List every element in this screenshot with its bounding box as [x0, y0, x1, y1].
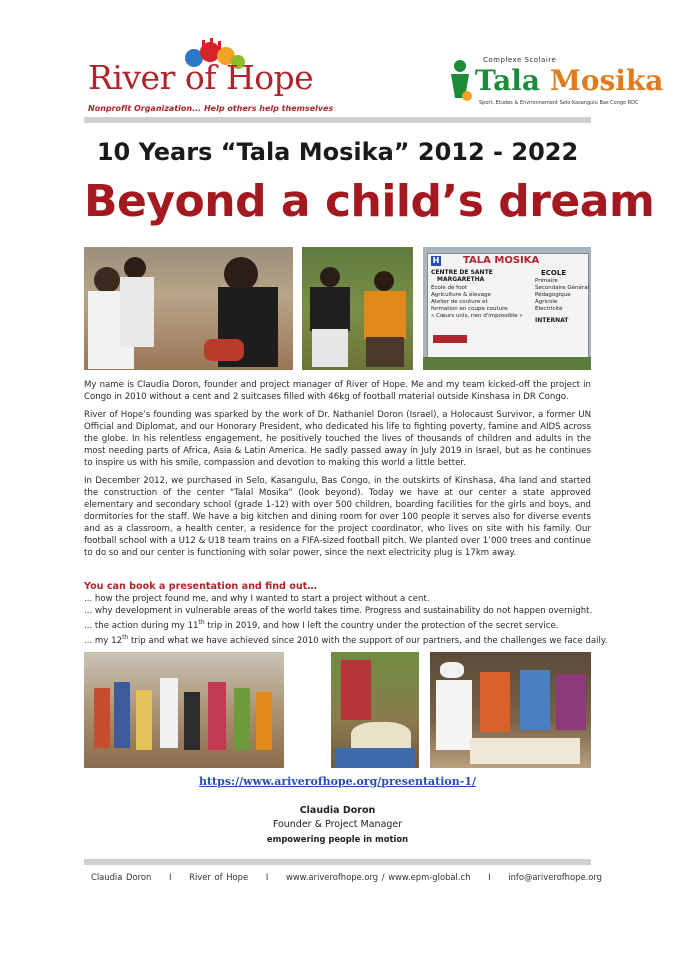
logo-name: Tala Mosika	[475, 64, 664, 97]
signature-tagline: empowering people in motion	[266, 834, 409, 844]
tala-mosika-logo	[445, 52, 664, 110]
logo-tagline: Nonprofit Organization... Help others help themselves	[88, 104, 334, 113]
signature-name: Claudia Doron	[299, 805, 376, 816]
sign-left-title: CENTRE DE SANTE	[431, 269, 493, 276]
footer-separator: I	[169, 872, 172, 882]
photo-children-handshake	[84, 247, 293, 370]
bottom-divider	[84, 859, 591, 865]
presentation-link[interactable]: https://www.ariverofhope.org/presentation-1/	[198, 775, 477, 788]
sign-left-title2: MARGARETHA	[437, 276, 485, 283]
paragraph-intro: My name is Claudia Doron, founder and project manager of River of Hope. Me and my team kicked-off the project in Congo in 2010 without a cent and 2 suitcases filled with 46kg of football material outside Kinshasa in DR Congo.	[84, 380, 591, 402]
photo-dancing-group	[84, 652, 284, 768]
footer	[84, 872, 602, 882]
photo-woman-and-man	[302, 247, 413, 370]
list-item: ... my 12th trip and what we have achieved since 2010 with the support of our partners, and the challenges we face daily.	[84, 633, 608, 646]
footer-separator: I	[265, 872, 269, 882]
logo-top-text: Complexe Scolaire	[483, 56, 557, 64]
list-item: ... how the project found me, and why I wanted to start a project without a cent.	[84, 594, 430, 604]
paragraph-center: In December 2012, we purchased in Selo, Kasangulu, Bas Congo, in the outskirts of Kinshasa, 4ha land and started the construction of the center "Talal Mosika" (look beyond). Today we have at our center a state approved elementary and secondary school (grade 1-12) with over 500 children, boarding facilities for the girls and boys, and dormitories for the staff. We have a big kitchen and dining room for over 100 people it serves also for diverse events and as a classroom, a health center, a residence for the project coordinator, who lives on site with his family. Our football school with a U12 & U18 team trains on a FIFA-sized football pitch. We planted over 1’000 trees and continue to do so and our center is functioning with solar power, since the next electricity plug is 17km away.	[84, 476, 591, 558]
photo-cassava-harvest	[331, 652, 419, 768]
river-of-hope-logo	[80, 38, 334, 114]
logo-subtext: Sport, Etudes & Environnement Selo Kasangulu Bas Congo RDC	[479, 100, 639, 106]
list-item: ... why development in vulnerable areas of the world takes time. Progress and sustainability do not happen overnight.	[84, 606, 593, 616]
page-headline: Beyond a child’s dream	[84, 176, 655, 227]
sign-right-title: ECOLE	[541, 269, 567, 277]
signature-role: Founder & Project Manager	[272, 819, 403, 830]
footer-separator: I	[488, 872, 491, 882]
photo-center-sign	[423, 247, 591, 370]
list-item: ... the action during my 11th trip in 2019, and how I left the country under the protection of the secret service.	[84, 619, 559, 631]
sign-right-items: Primaire Secondaire Général Pédagogique Agricole Electricité	[535, 278, 590, 312]
footer-org: River of Hope	[189, 872, 249, 882]
footer-name: Claudia Doron	[91, 872, 152, 882]
presentation-heading: You can book a presentation and find out…	[84, 581, 317, 592]
sign-h: H	[432, 256, 440, 265]
child-figure-icon	[445, 58, 475, 102]
page-heading: 10 Years “Tala Mosika” 2012 - 2022	[96, 138, 579, 166]
sign-title: TALA MOSIKA	[463, 255, 540, 266]
sign-right-bottom: INTERNAT	[535, 317, 569, 324]
logo-title: River of Hope	[88, 58, 314, 97]
paragraph-founding: River of Hope’s founding was sparked by the work of Dr. Nathaniel Doron (Israel), a Holocaust Survivor, a former UN Official and Diplomat, and our Honorary President, who dedicated his life to fighting poverty, famine and AIDS across the globe. In his relentless engagement, he positively touched the lives of thousands of children and adults in the most needing parts of Africa, Asia & Latin America. He sadly passed away in July 2019 in Israel, but as he continues to inspire us with his smile, compassion and devotion to making this world a little better.	[84, 410, 591, 468]
body-text	[84, 379, 591, 565]
footer-websites[interactable]: www.ariverofhope.org / www.epm-global.ch	[285, 872, 471, 882]
top-divider	[84, 117, 591, 123]
sign-left-items: Ecole de foot Agriculture & élevage Atelier de couture et formation en coupe couture « Cœurs unis, rien d'impossible »	[431, 285, 523, 319]
footer-email[interactable]: info@ariverofhope.org	[508, 872, 602, 882]
photo-women-classroom	[430, 652, 591, 768]
presentation-list	[84, 593, 608, 647]
